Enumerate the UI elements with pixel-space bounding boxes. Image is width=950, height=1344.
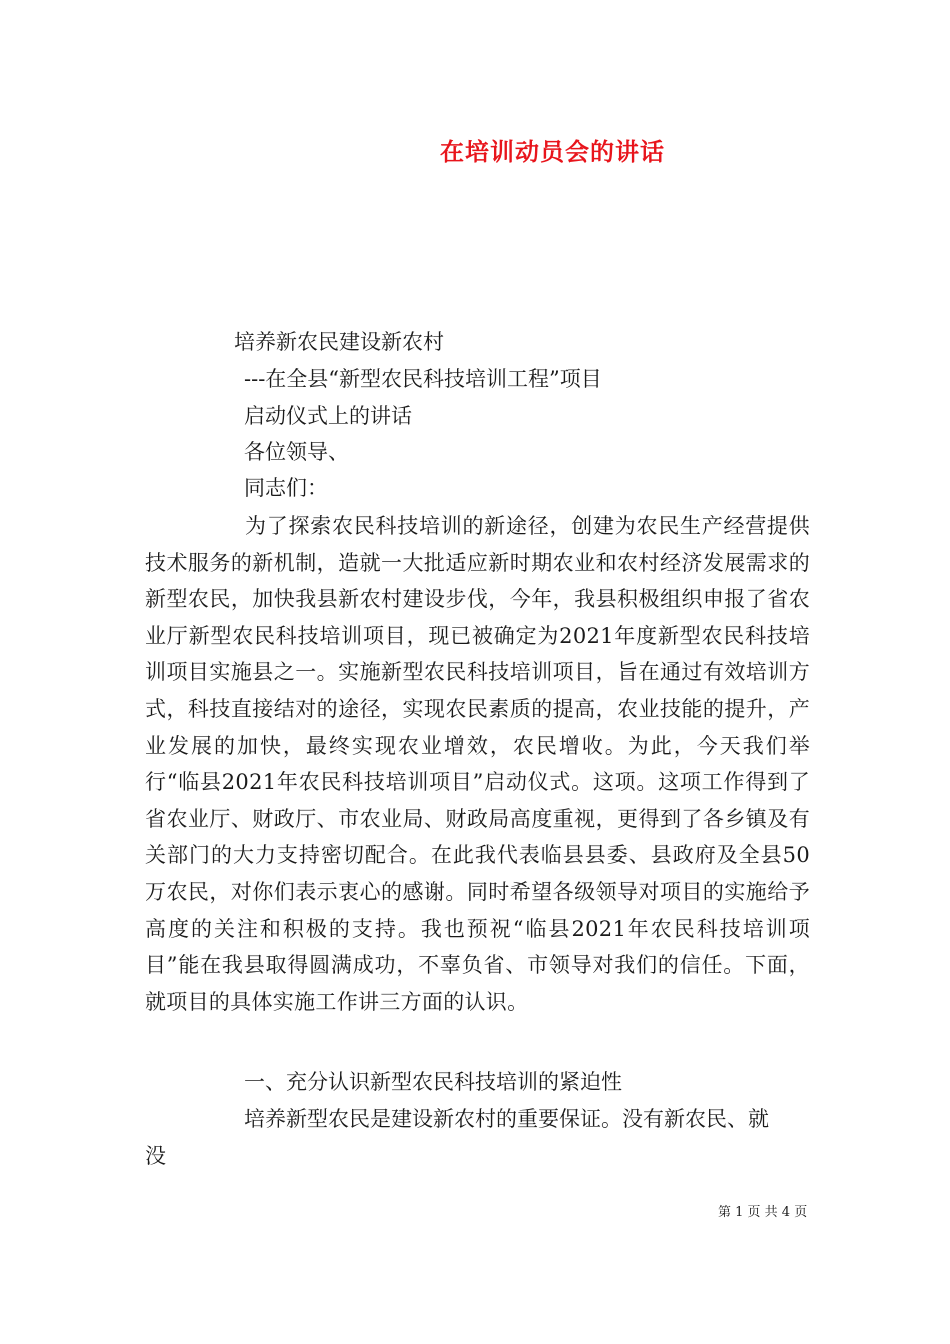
document-title: 在培训动员会的讲话 bbox=[440, 137, 665, 166]
subtitle-line-1: 培养新农民建设新农村 bbox=[234, 330, 444, 354]
subtitle-line-2: ---在全县“新型农民科技培训工程”项目 bbox=[244, 367, 602, 391]
body-paragraph-1: 为了探索农民科技培训的新途径，创建为农民生产经营提供技术服务的新机制，造就一大批适应新时期农业和农村经济发展需求的新型农民，加快我县新农村建设步伐，今年，我县积极组织申报了省农业厅新型农民科技培训项目，现已被确定为2021年度新型农民科技培训项目实施县之一。实施新型农民科技培训项目，旨在通过有效培训方式，科技直接结对的途径，实现农民素质的提高，农业技能的提升，产业发展的加快，最终实现农业增效，农民增收。为此，今天我们举行“临县2021年农民科技培训项目”启动仪式。这项。这项工作得到了省农业厅、财政厅、市农业局、财政局高度重视，更得到了各乡镇及有关部门的大力支持密切配合。在此我代表临县县委、县政府及全县50万农民，对你们表示衷心的感谢。同时希望各级领导对项目的实施给予高度的关注和积极的支持。我也预祝“临县2021年农民科技培训项目”能在我县取得圆满成功，不辜负省、市领导对我们的信任。下面，就项目的具体实施工作讲三方面的认识。 bbox=[145, 514, 810, 1014]
salutation-line-1: 各位领导、 bbox=[244, 440, 349, 464]
body-paragraph-2-line-2: 没 bbox=[145, 1144, 166, 1168]
section-heading: 一、充分认识新型农民科技培训的紧迫性 bbox=[244, 1070, 622, 1094]
salutation-line-2: 同志们： bbox=[244, 476, 328, 500]
subtitle-line-3: 启动仪式上的讲话 bbox=[244, 404, 412, 428]
page-indicator: 第 1 页 共 4 页 bbox=[718, 1205, 808, 1220]
body-paragraph-2-line-1: 培养新型农民是建设新农村的重要保证。没有新农民、就 bbox=[244, 1107, 769, 1131]
